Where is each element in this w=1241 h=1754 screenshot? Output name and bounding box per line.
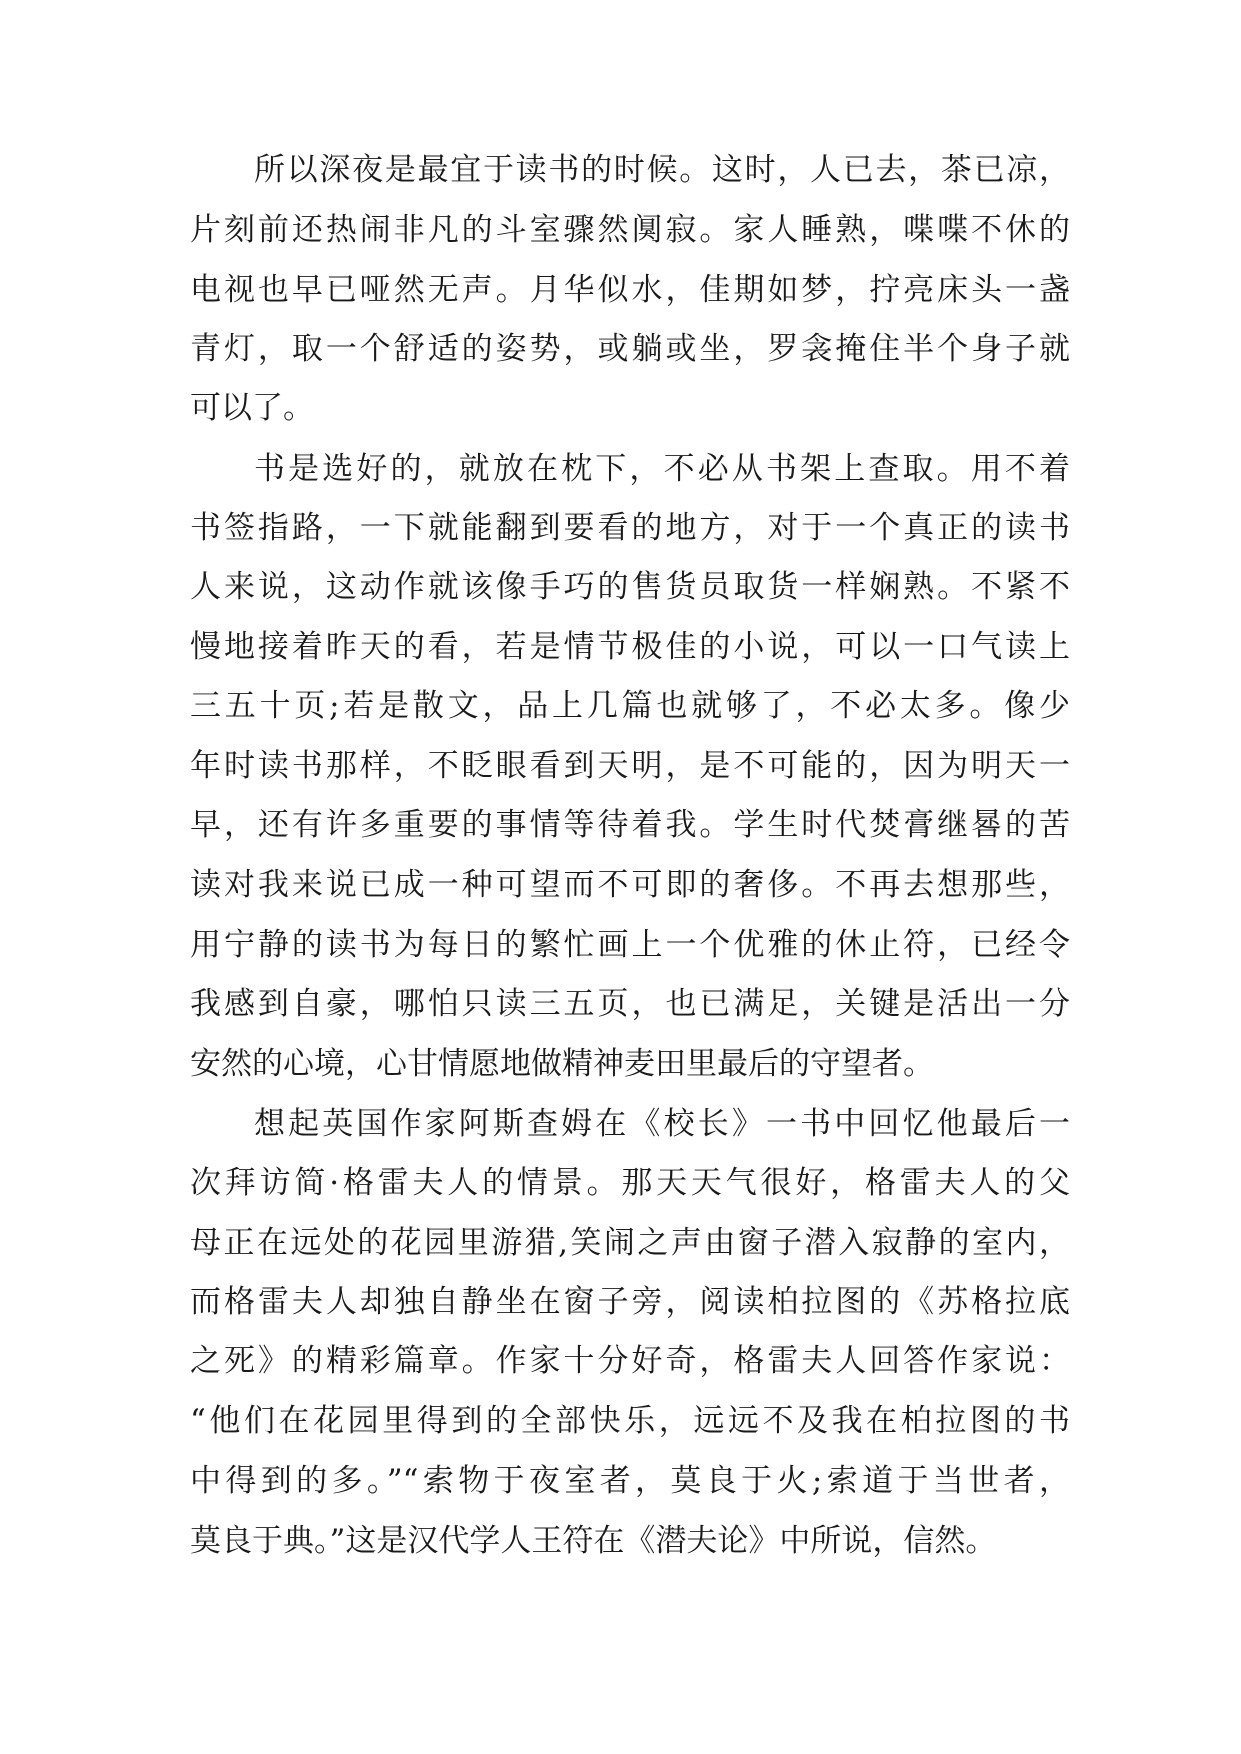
paragraph-3-line-8: 莫良于典。”这是汉代学人王符在《潜夫论》中所说，信然。 bbox=[190, 1523, 997, 1559]
paragraph-1-line-3: 电视也早已哑然无声。月华似水，佳期如梦，拧亮床头一盏 bbox=[190, 272, 1070, 308]
paragraph-1-line-4: 青灯，取一个舒适的姿势，或躺或坐，罗衾掩住半个身子就 bbox=[190, 331, 1070, 367]
paragraph-3-line-5: 之死》的精彩篇章。作家十分好奇，格雷夫人回答作家说： bbox=[190, 1343, 1070, 1379]
paragraph-2-line-9: 用宁静的读书为每日的繁忙画上一个优雅的休止符，已经令 bbox=[190, 927, 1070, 963]
paragraph-2-line-11: 安然的心境，心甘情愿地做精神麦田里最后的守望者。 bbox=[190, 1046, 934, 1082]
paragraph-1-line-1: 所以深夜是最宜于读书的时候。这时，人已去，茶已凉， bbox=[254, 152, 1070, 188]
paragraph-1-line-5: 可以了。 bbox=[190, 390, 314, 426]
paragraph-3-line-2: 次拜访简·格雷夫人的情景。那天天气很好，格雷夫人的父 bbox=[190, 1165, 1070, 1201]
paragraph-3-line-1: 想起英国作家阿斯查姆在《校长》一书中回忆他最后一 bbox=[254, 1106, 1070, 1142]
paragraph-3-line-4: 而格雷夫人却独自静坐在窗子旁，阅读柏拉图的《苏格拉底 bbox=[190, 1284, 1070, 1320]
paragraph-2-line-4: 慢地接着昨天的看，若是情节极佳的小说，可以一口气读上 bbox=[190, 629, 1070, 665]
paragraph-2-line-3: 人来说，这动作就该像手巧的售货员取货一样娴熟。不紧不 bbox=[190, 569, 1070, 605]
paragraph-2-line-6: 年时读书那样，不眨眼看到天明，是不可能的，因为明天一 bbox=[190, 748, 1070, 784]
paragraph-2-line-5: 三五十页;若是散文，品上几篇也就够了，不必太多。像少 bbox=[190, 688, 1070, 724]
paragraph-2-line-7: 早，还有许多重要的事情等待着我。学生时代焚膏继晷的苦 bbox=[190, 807, 1070, 843]
paragraph-1-line-2: 片刻前还热闹非凡的斗室骤然阒寂。家人睡熟，喋喋不休的 bbox=[190, 212, 1070, 248]
paragraph-2-line-2: 书签指路，一下就能翻到要看的地方，对于一个真正的读书 bbox=[190, 510, 1070, 546]
paragraph-3-line-6: “他们在花园里得到的全部快乐，远远不及我在柏拉图的书 bbox=[190, 1403, 1070, 1439]
paragraph-3-line-3: 母正在远处的花园里游猎,笑闹之声由窗子潜入寂静的室内， bbox=[190, 1225, 1070, 1261]
paragraph-2-line-10: 我感到自豪，哪怕只读三五页，也已满足，关键是活出一分 bbox=[190, 986, 1070, 1022]
paragraph-2-line-8: 读对我来说已成一种可望而不可即的奢侈。不再去想那些， bbox=[190, 867, 1070, 903]
paragraph-2-line-1: 书是选好的，就放在枕下，不必从书架上查取。用不着 bbox=[254, 451, 1070, 487]
paragraph-3-line-7: 中得到的多。”“索物于夜室者，莫良于火;索道于当世者， bbox=[190, 1463, 1070, 1499]
